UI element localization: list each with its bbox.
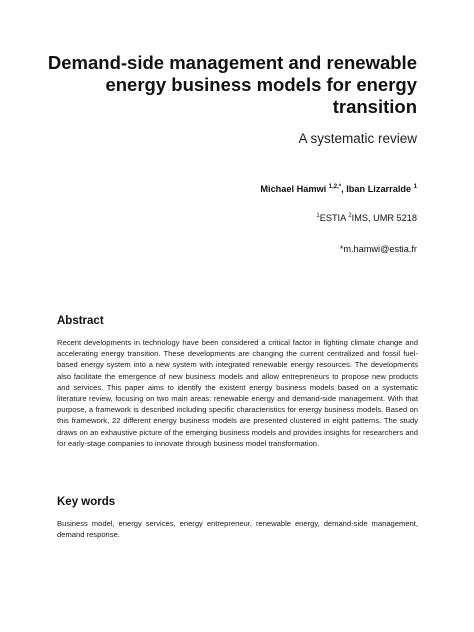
affiliation-name: IMS, UMR 5218 — [351, 213, 417, 223]
affiliation-name: ESTIA — [319, 213, 346, 223]
author-affiliation-marker: 1 — [413, 183, 417, 190]
affiliation-line — [316, 213, 417, 223]
author-affiliation-marker: 1,2,* — [328, 183, 342, 190]
paper-title: Demand-side management and renewable energy business models for energy transition — [47, 52, 417, 117]
abstract-heading: Abstract — [57, 315, 104, 327]
abstract-body: Recent developments in technology have been considered a critical factor in fighting climate change and accelerating energy transition. These developments are changing the current centralized and fossil fuel-based energy system into a new system with integrated renewable energy resources. The developments also facilitate the emergence of new business models and allow entrepreneurs to propose new products and services. This paper aims to identify the existent energy business models based on a systematic literature review, focusing on two main areas: renewable energy and demand-side management. With that purpose, a framework is described including specific characteristics for energy business models. Based on this framework, 22 different energy business models are presented clustered in eight patterns. The study draws on an exhaustive picture of the emerging business models and provides insights for researchers and for early-stage companies to innovate through business model transformation. — [57, 338, 418, 448]
keywords-heading: Key words — [57, 496, 116, 508]
author-name: Michael Hamwi — [260, 184, 327, 194]
author-name: Iban Lizarralde — [346, 184, 412, 194]
affiliation-marker: 2 — [348, 212, 352, 219]
paper-subtitle: A systematic review — [298, 131, 417, 146]
corresponding-email: *m.hamwi@estia.fr — [339, 244, 417, 254]
author-list — [260, 184, 417, 194]
affiliation-marker: 1 — [316, 212, 320, 219]
author-separator: , — [341, 184, 347, 194]
keywords-body: Business model, energy services, energy entrepreneur, renewable energy, demand-side management, demand response. — [57, 519, 418, 540]
